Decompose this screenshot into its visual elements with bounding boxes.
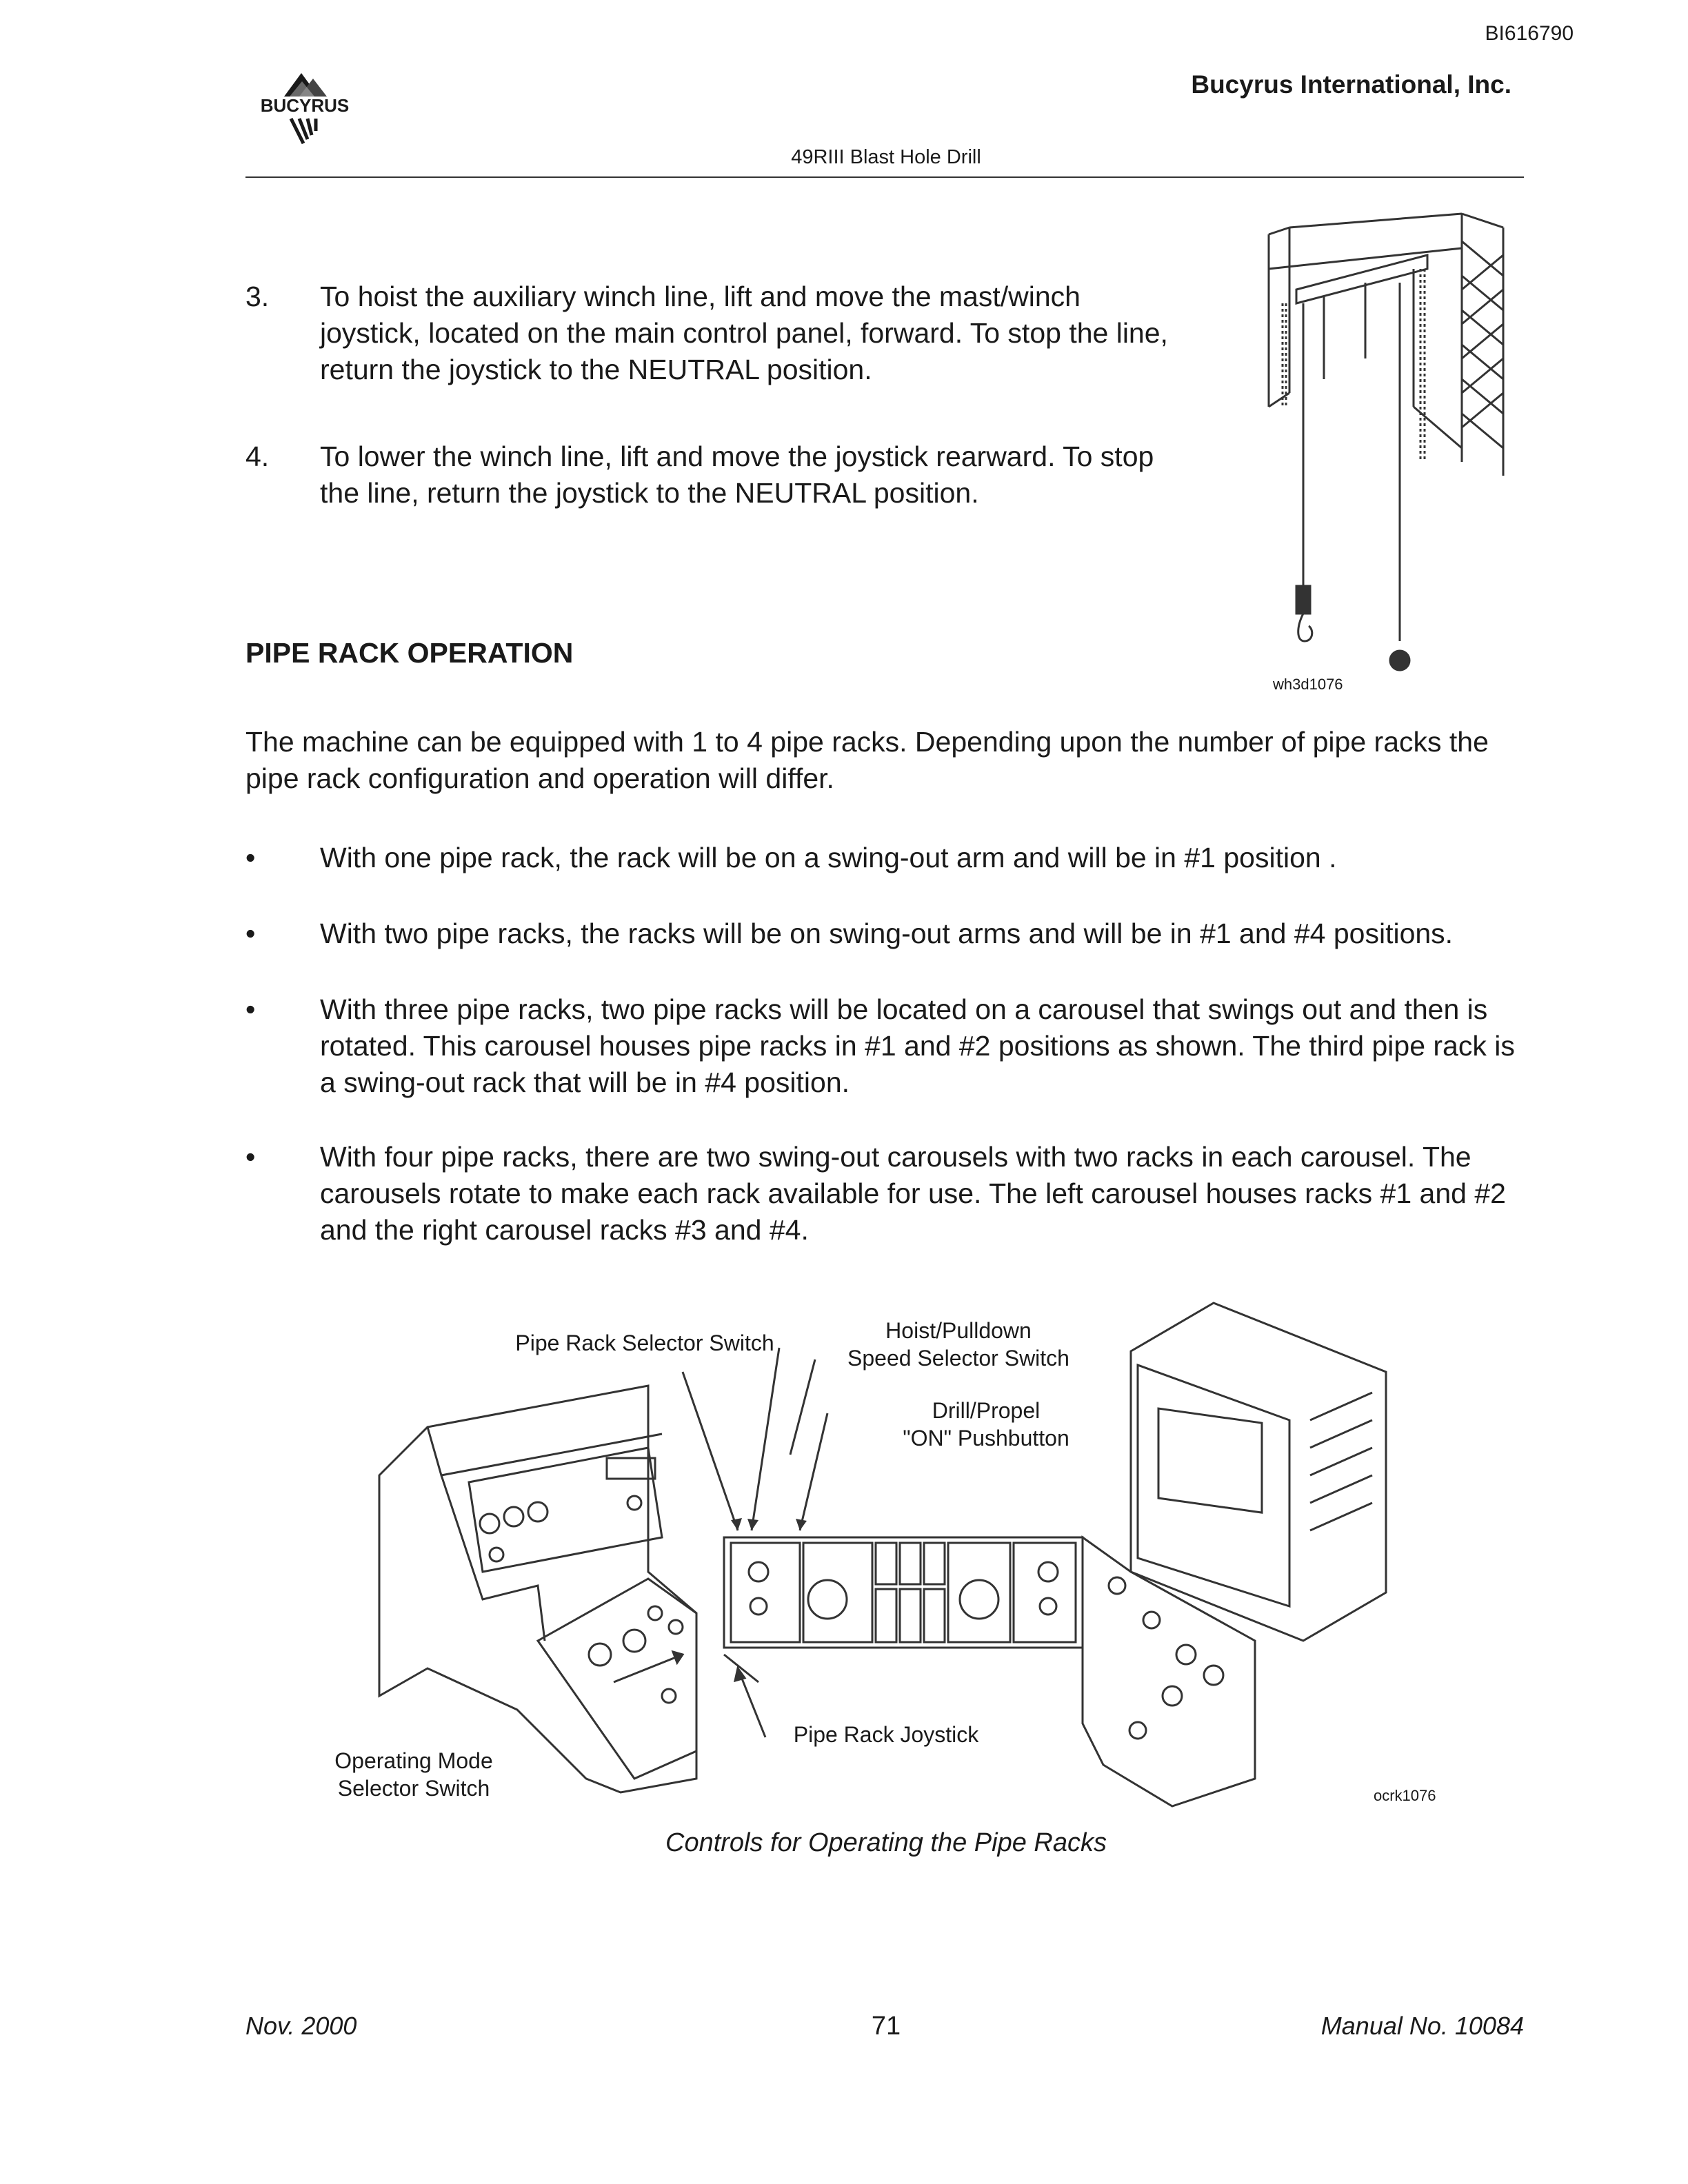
callout-mode-line1: Operating Mode	[334, 1748, 493, 1773]
svg-text:BUCYRUS: BUCYRUS	[260, 95, 350, 116]
bullet-text: With one pipe rack, the rack will be on a swing-out arm and will be in #1 position .	[320, 842, 1337, 873]
manual-number: Manual No. 10084	[1320, 2012, 1524, 2040]
callout-mode-line2: Selector Switch	[337, 1776, 490, 1801]
section-intro: The machine can be equipped with 1 to 4 pipe racks. Depending upon the number of pipe racks the pipe rack configuration and operation will differ.	[245, 726, 1489, 794]
step-text: To lower the winch line, lift and move the joystick rearward. To stop the line, return the joystick to the NEUTRAL position.	[320, 441, 1154, 509]
callout-hoist-line1: Hoist/Pulldown	[885, 1318, 1032, 1343]
step-number: 4.	[245, 441, 270, 472]
company-name: Bucyrus International, Inc.	[1191, 70, 1511, 99]
footer-date: Nov. 2000	[245, 2012, 357, 2040]
callout-drill-line2: "ON" Pushbutton	[903, 1426, 1069, 1450]
manual-subtitle: 49RIII Blast Hole Drill	[791, 146, 981, 168]
figure-caption: Controls for Operating the Pipe Racks	[665, 1828, 1107, 1857]
bullet-text: With two pipe racks, the racks will be on swing-out arms and will be in #1 and #4 positions.	[320, 918, 1454, 949]
mast-winch-illustration	[1255, 200, 1531, 703]
header-rule	[245, 176, 1524, 178]
callout-pipe-rack-joystick: Pipe Rack Joystick	[793, 1722, 979, 1747]
bullet-marker: •	[245, 1141, 256, 1173]
page-number: 71	[871, 2012, 901, 2041]
step-text: To hoist the auxiliary winch line, lift and move the mast/winch joystick, located on the main control panel, forward. To stop the line, return the joystick to the NEUTRAL position.	[320, 281, 1168, 385]
callout-drill-line1: Drill/Propel	[932, 1398, 1041, 1423]
callout-pipe-rack-selector: Pipe Rack Selector Switch	[515, 1331, 774, 1355]
bullet-marker: •	[245, 993, 256, 1025]
bullet-text: With three pipe racks, two pipe racks will be located on a carousel that swings out and then is rotated. This carousel houses pipe racks in #1 and #2 positions as shown. The third pipe rack is a swing-out rack that will be in #4 position.	[320, 993, 1515, 1098]
controls-figure-code: ocrk1076	[1374, 1787, 1436, 1804]
step-number: 3.	[245, 281, 270, 312]
mast-figure-code: wh3d1076	[1273, 676, 1343, 693]
section-heading: PIPE RACK OPERATION	[245, 637, 574, 669]
bullet-marker: •	[245, 918, 256, 949]
document-id: BI616790	[1485, 22, 1574, 45]
callout-hoist-line2: Speed Selector Switch	[847, 1346, 1069, 1371]
bullet-marker: •	[245, 842, 256, 873]
bullet-text: With four pipe racks, there are two swing-out carousels with two racks in each carousel. The carousels rotate to make each rack available for use. The left carousel houses racks #1 and #2 and the right carousel racks #3 and #4.	[320, 1141, 1506, 1246]
bucyrus-logo	[243, 69, 367, 152]
